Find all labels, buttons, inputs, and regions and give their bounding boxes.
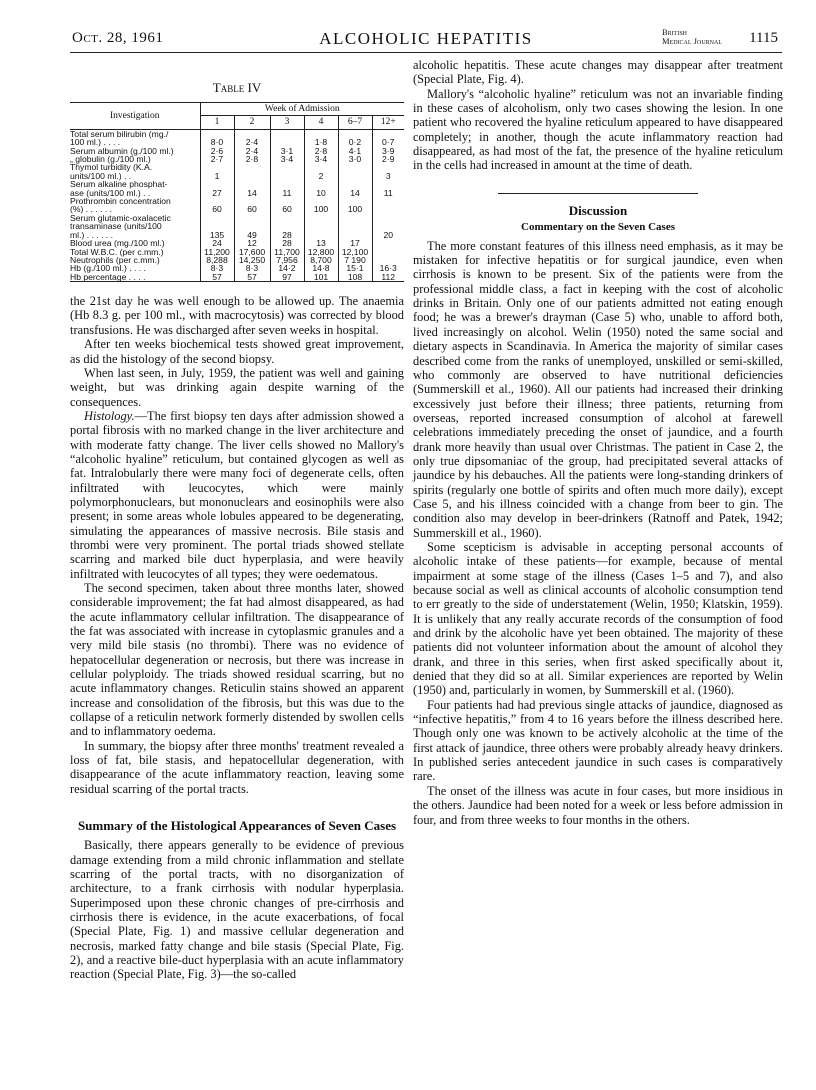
table-row [70,180,404,197]
row-label: Blood urea (mg./100 ml.) [70,238,165,249]
row-label: Neutrophils (per c.mm.) [70,254,160,265]
table-cell: 57 [234,273,270,282]
table-cell: 2·9 [372,155,404,163]
section-heading: Summary of the Histological Appearances of Seven Cases [77,818,397,834]
row-label: „ globulin (g./100 ml.) [70,154,151,165]
right-column [413,58,783,827]
table-cell: 12,100 [338,248,372,256]
table-cell: 60 [234,197,270,214]
table-cell: 3 [372,163,404,180]
row-label: Serum alkaline phosphat- ase (units/100 ml.) . . [70,179,168,198]
table-cell: 14 [234,180,270,197]
data-table [70,102,404,282]
table-cell: 135 [200,214,234,239]
table-cell: 12,800 [304,248,338,256]
left-column [70,58,404,982]
paragraph: In summary, the biopsy after three months' treatment revealed a loss of fat, bile stasis, and hepatocellular degeneration, with disappearance of the acute inflammatory reaction, leaving some residual scarring of the portal tracts. [70,738,404,796]
journal-line-1: British [662,27,688,37]
table-cell: 101 [304,273,338,282]
table-cell: 97 [270,273,304,282]
sub-heading: Commentary on the Seven Cases [521,220,675,233]
paragraph: When last seen, in July, 1959, the patient was well and gaining weight, but was drinking again despite warning of the consequences. [70,365,404,409]
paragraph: The onset of the illness was acute in four cases, but more insidious in the others. Jaundice had been noted for a week or less before admission in four, and from three weeks to four months in the others. [413,783,783,827]
section-heading: Discussion [568,202,628,218]
table-cell: 8·3 [234,264,270,272]
week-header: 3 [270,116,304,129]
table-cell: 3·0 [338,155,372,163]
table-cell: 11,700 [270,248,304,256]
divider [498,193,698,194]
table-cell: 28 [270,239,304,247]
run-in-heading: Histology. [84,408,135,423]
table-cell: 3·4 [304,155,338,163]
journal-name [662,28,722,46]
table-cell: 2 [304,163,338,180]
table-cell: 11 [372,180,404,197]
table-cell: 8,288 [200,256,234,264]
col-header-investigation: Investigation [70,103,200,130]
running-title: ALCOHOLIC HEPATITIS [319,29,533,48]
table-cell: 14 [338,180,372,197]
table-cell: 10 [304,180,338,197]
paragraph: Four patients had had previous single attacks of jaundice, diagnosed as “infective hepatitis,” from 4 to 16 years before the illness described here. Though only one was known to be actively alcoholic at the time of the first attack of jaundice, three others were probably already heavy drinkers. In published series antecedent jaundice in such cases is comparatively rare. [413,697,783,784]
table-cell: 1·8 [304,129,338,146]
table-caption: Table IV [212,80,262,95]
paragraph: The more constant features of this illness need emphasis, as it may be mistaken for infective hepatitis or for surgical jaundice, even when cirrhosis is known to be present. Six of the patients were from the professional middle class, a fact in keeping with the cost of alcoholic drinks in Britain. Only one of our patients admitted not eating enough food; he was a brewer's drayman (Case 5) who, unable to afford both, lived increasingly on alcohol. Welin (1950) noted the same social and dietary aspects in Scandinavia. In America the majority of similar cases described come from the ranks of unemployed, unskilled or semi-skilled, who commonly are observed to have nutritional deficiencies (Summerskill et al., 1960). All our patients had increased their drinking excessively just before their illness; three patients, returning from overseas, reported increased consumption of alcohol at farewell celebrations immediately preceding the onset of jaundice, and a fourth drank more heavily than usual over Christmas. The patient in Case 2, the only true dipsomaniac of the group, had precipitated several attacks of jaundice by his debauches. All the patients were long-standing drinkers of spirits (regularly one bottle of spirits and often much more daily), except Case 5, and his illness coincided with a change from beer to gin. The condition also may develop in beer-drinkers (Ratnoff and Patek, 1942; Summerskill et al., 1960). [413,238,783,540]
table-cell: 49 [234,214,270,239]
row-label: Hb (g./100 ml.) . . . . [70,263,146,274]
table-cell [270,163,304,180]
table-cell: 57 [200,273,234,282]
week-header: 12+ [372,116,404,129]
table-cell: 108 [338,273,372,282]
table-cell: 8,700 [304,256,338,264]
row-label: Hb percentage . . . . [70,273,200,282]
table-cell: 14·2 [270,264,304,272]
table-cell [304,214,338,239]
journal-line-2: Medical Journal [662,36,722,46]
table-cell: 3·1 [270,147,304,155]
table-cell [372,239,404,247]
table-cell: 7,956 [270,256,304,264]
table-cell: 3·4 [270,155,304,163]
week-header: 1 [200,116,234,129]
table-cell [372,248,404,256]
table-cell [338,163,372,180]
table-cell: 2·6 [200,147,234,155]
table-cell: 12 [234,239,270,247]
paragraph: The second specimen, taken about three months later, showed considerable improvement; the fat had almost disappeared, as had the acute inflammatory cellular infiltration. The disappearance of the fat was associated with increase in cytoplasmic granules and a very mild bile stasis (no thrombi). There was no evidence of hepatocellular degeneration or necrosis, but there was increase in cellular polyploidy. The triads showed residual scarring, but no acute inflammatory changes. Reticulin stains showed an apparent increase and consolidation of the fibrosis, but this was due to the collapse of a reticulin network formerly distended by swollen cells and to inflammatory oedema. [70,581,404,739]
table-cell: 24 [200,239,234,247]
table-cell [338,214,372,239]
table-cell: 0·7 [372,129,404,146]
paragraph: After ten weeks biochemical tests showed great improvement, as did the histology of the second biopsy. [70,337,404,366]
table-cell: 112 [372,273,404,282]
week-header: 2 [234,116,270,129]
table-cell: 13 [304,239,338,247]
paragraph: Mallory's “alcoholic hyaline” reticulum was not an invariable finding in these cases of alcoholism, only two cases showing the lesion. In one patient who recovered the hyaline reticulum appeared to have disappeared completely; in another, though the acute inflammatory reaction had disappeared, as had most of the fat, the presence of the hyaline reticulum in the cells had increased in amount at the time of death. [413,86,783,173]
row-label: Prothrombin concentration (%) . . . . . . [70,196,171,215]
table-cell: 7 190 [338,256,372,264]
paragraph: alcoholic hepatitis. These acute changes may disappear after treatment (Special Plate, Fig. 4). [413,58,783,87]
table-row [70,129,404,146]
table-row [70,197,404,214]
row-label: Total serum bilirubin (mg./ 100 ml.) . . . . [70,128,169,148]
table-cell: 2·8 [234,155,270,163]
paragraph: Basically, there appears generally to be evidence of previous damage extending from a mild chronic inflammation and stellate scarring of the portal tracts, with no disorganization of architecture, to a frank cirrhosis with nodular hyperplasia. Superimposed upon these chronic changes of pre-cirrhosis and cirrhosis there is evidence, in the acute exacerbations, of focal (Special Plate, Fig. 1) and massive cellular degeneration and necrosis, marked fatty change and bile stasis (Special Plate, Fig. 2), and a reactive bile-duct hyperplasia with an acute inflammatory reaction (Special Plate, Fig. 3)—the so-called [70,838,404,982]
table-cell: 4·1 [338,147,372,155]
row-label: Serum albumin (g./100 ml.) [70,145,174,156]
table-cell: 11,200 [200,248,234,256]
page-number: 1115 [749,30,778,46]
table-cell: 17 [338,239,372,247]
table-cell: 100 [338,197,372,214]
table-cell: 2·8 [304,147,338,155]
paragraph: Histology.—The first biopsy ten days after admission showed a portal fibrosis with no marked change in the liver architecture and with moderate fatty change. The liver cells showed no Mallory's “alcoholic hyaline” reticulum, but contained glycogen as well as fat. Intralobularly there were many foci of degenerate cells, often infiltrated with leucocytes, which were mainly polymorphonuclears, but mononuclears and eosinophils were also present; in some areas whole lobules appeared to be degenerating, simulating the appearances of massive necrosis. Bile stasis and thrombi were very prominent. The portal triads showed stellate scarring and marked bile duct hyperplasia, and were heavily infiltrated with leucocytes of all types; they were oedematous. [70,408,404,581]
table-cell: 8·3 [200,264,234,272]
table-cell: 20 [372,214,404,239]
table-cell: 27 [200,180,234,197]
paragraph: Some scepticism is advisable in accepting personal accounts of alcoholic intake of these patients—for example, because of mental impairment at some stage of the illness (Cases 1–5 and 7), and also because social as well as clinical accounts of alcoholic consumption tend to err greatly to the side of understatement (Welin, 1950; Klatskin, 1959). It is unlikely that any really accurate records of the consumption of food and drink by the alcoholic have yet been obtained. The majority of these patients did not volunteer information about the amount of alcohol they drank, and three in this series, when first asked specifically about it, denied that they did so at all. Similar experiences are reported by Welin (1950) and, particularly in women, by Summerskill et al. (1960). [413,539,783,698]
table-cell: 16·3 [372,264,404,272]
paragraph: the 21st day he was well enough to be allowed up. The anaemia (Hb 8.3 g. per 100 ml., with macrocytosis) was corrected by blood transfusions. He was discharged after seven weeks in hospital. [70,294,404,337]
running-header [70,28,782,53]
table-cell: 60 [200,197,234,214]
table-cell: 11 [270,180,304,197]
table-cell: 0·2 [338,129,372,146]
table-cell: 1 [200,163,234,180]
table-cell: 2·4 [234,129,270,146]
row-label: Serum glutamic-oxalacetic transaminase (units/100 ml.) . . . . . . [70,212,171,240]
table-cell: 17,600 [234,248,270,256]
table-cell: 100 [304,197,338,214]
table-cell: 14·8 [304,264,338,272]
issue-date: Oct. 28, 1961 [72,30,164,46]
table-cell: 8·0 [200,129,234,146]
table-cell: 14,250 [234,256,270,264]
week-header: 6–7 [338,116,372,129]
table-cell: 2·7 [200,155,234,163]
col-header-week: Week of Admission [200,103,404,116]
table-cell: 60 [270,197,304,214]
row-label: Thymol turbidity (K.A. units/100 ml.) . . [70,162,153,181]
week-header: 4 [304,116,338,129]
row-label: Total W.B.C. (per c.mm.) [70,246,164,257]
table-cell: 28 [270,214,304,239]
table-cell: 3·9 [372,147,404,155]
table-row [70,163,404,180]
table-cell [270,129,304,146]
table-row [70,214,404,239]
table-cell: 2·4 [234,147,270,155]
table-cell [234,163,270,180]
table-row [70,273,404,282]
table-cell: 15·1 [338,264,372,272]
table-cell [372,197,404,214]
